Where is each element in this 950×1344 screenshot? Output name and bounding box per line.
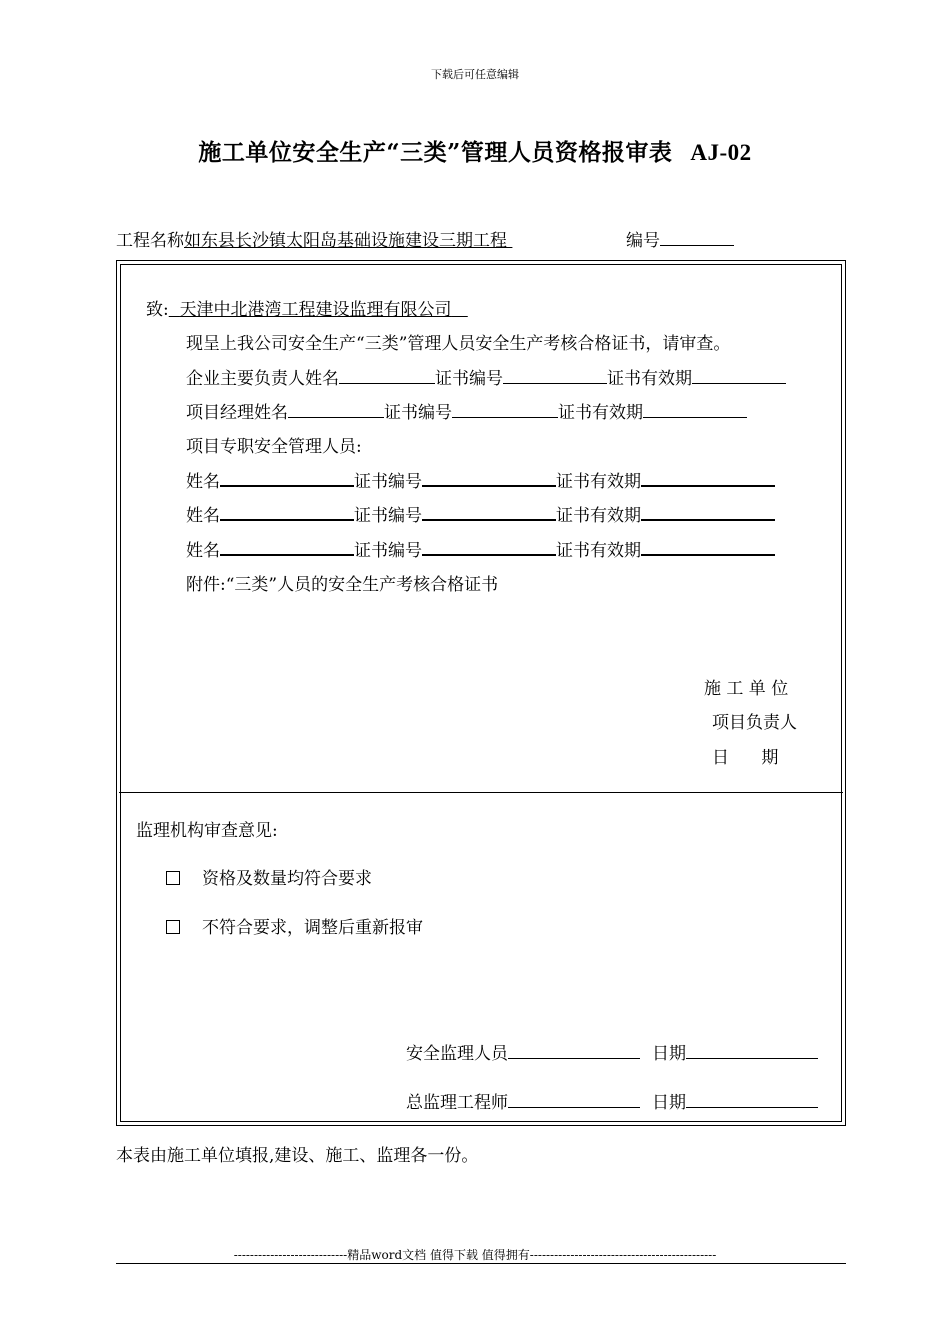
number-label: 编号 <box>626 231 660 251</box>
pm-cert-valid-label: 证书有效期 <box>558 403 643 423</box>
sign-date: 日 期 <box>712 748 779 768</box>
staff-row <box>186 501 775 526</box>
number-field <box>626 226 734 251</box>
staff-cert-valid-blank[interactable] <box>641 468 775 487</box>
staff-name-blank[interactable] <box>220 537 354 556</box>
staff-cert-valid-blank[interactable] <box>641 502 775 521</box>
staff-cert-no-label: 证书编号 <box>354 541 422 561</box>
option-approve[interactable] <box>166 864 372 889</box>
staff-cert-valid-label: 证书有效期 <box>556 506 641 526</box>
leader-cert-valid-blank[interactable] <box>692 366 786 384</box>
opinion-label: 监理机构审查意见: <box>136 821 278 841</box>
staff-cert-no-blank[interactable] <box>422 468 556 487</box>
leader-name-label: 企业主要负责人姓名 <box>186 369 339 389</box>
staff-row <box>186 467 775 492</box>
to-line <box>146 295 468 320</box>
section-divider <box>119 792 843 793</box>
pm-cert-no-label: 证书编号 <box>384 403 452 423</box>
form-code: AJ-02 <box>690 140 752 165</box>
staff-cert-valid-label: 证书有效期 <box>556 541 641 561</box>
header-note: 下载后可任意编辑 <box>431 68 519 81</box>
chief-engineer-blank[interactable] <box>508 1090 640 1108</box>
number-blank[interactable] <box>660 228 734 246</box>
staff-name-blank[interactable] <box>220 468 354 487</box>
to-value[interactable]: 天津中北港湾工程建设监理有限公司 <box>179 300 452 320</box>
leader-name-blank[interactable] <box>339 366 435 384</box>
pm-cert-valid-blank[interactable] <box>643 400 747 418</box>
footer-line <box>116 1263 846 1264</box>
staff-name-blank[interactable] <box>220 502 354 521</box>
chief-engineer-date-blank[interactable] <box>686 1090 818 1108</box>
chief-engineer-row <box>406 1088 818 1113</box>
safety-supervisor-label: 安全监理人员 <box>406 1044 508 1064</box>
staff-cert-valid-label: 证书有效期 <box>556 472 641 492</box>
reject-label: 不符合要求，调整后重新报审 <box>202 918 423 938</box>
project-line <box>116 226 512 251</box>
bottom-note: 本表由施工单位填报,建设、施工、监理各一份。 <box>116 1146 479 1166</box>
title-text: 施工单位安全生产“三类”管理人员资格报审表 <box>198 139 673 166</box>
safety-supervisor-row <box>406 1039 818 1064</box>
staff-row <box>186 536 775 561</box>
approve-checkbox[interactable] <box>166 871 180 885</box>
leader-cert-valid-label: 证书有效期 <box>607 369 692 389</box>
project-name-value[interactable]: 如东县长沙镇太阳岛基础设施建设三期工程 <box>184 231 507 251</box>
leader-cert-no-blank[interactable] <box>503 366 607 384</box>
staff-cert-valid-blank[interactable] <box>641 537 775 556</box>
attachment-text: 附件:“三类”人员的安全生产考核合格证书 <box>186 575 499 595</box>
leader-cert-no-label: 证书编号 <box>435 369 503 389</box>
pm-row <box>186 398 747 423</box>
chief-engineer-date-label: 日期 <box>652 1093 686 1113</box>
staff-cert-no-label: 证书编号 <box>354 472 422 492</box>
option-reject[interactable] <box>166 913 423 938</box>
approve-label: 资格及数量均符合要求 <box>202 869 372 889</box>
safety-staff-label: 项目专职安全管理人员: <box>186 437 362 457</box>
pm-name-label: 项目经理姓名 <box>186 403 288 423</box>
staff-cert-no-label: 证书编号 <box>354 506 422 526</box>
sign-person: 项目负责人 <box>712 713 797 733</box>
pm-cert-no-blank[interactable] <box>452 400 558 418</box>
sign-unit: 施 工 单 位 <box>704 679 789 699</box>
staff-name-label: 姓名 <box>186 506 220 526</box>
staff-cert-no-blank[interactable] <box>422 537 556 556</box>
safety-supervisor-date-label: 日期 <box>652 1044 686 1064</box>
staff-name-label: 姓名 <box>186 472 220 492</box>
staff-name-label: 姓名 <box>186 541 220 561</box>
pm-name-blank[interactable] <box>288 400 384 418</box>
reject-checkbox[interactable] <box>166 920 180 934</box>
safety-supervisor-date-blank[interactable] <box>686 1041 818 1059</box>
leader-row <box>186 364 786 389</box>
intro-text: 现呈上我公司安全生产“三类”管理人员安全生产考核合格证书，请审查。 <box>186 334 731 354</box>
safety-supervisor-blank[interactable] <box>508 1041 640 1059</box>
page-title <box>0 134 950 167</box>
to-label: 致: <box>146 300 169 320</box>
chief-engineer-label: 总监理工程师 <box>406 1093 508 1113</box>
project-name-label: 工程名称 <box>116 231 184 251</box>
footer-text: ----------------------------精品word文档 值得下载 值得拥有---------------------------------------------- <box>233 1248 717 1262</box>
staff-cert-no-blank[interactable] <box>422 502 556 521</box>
